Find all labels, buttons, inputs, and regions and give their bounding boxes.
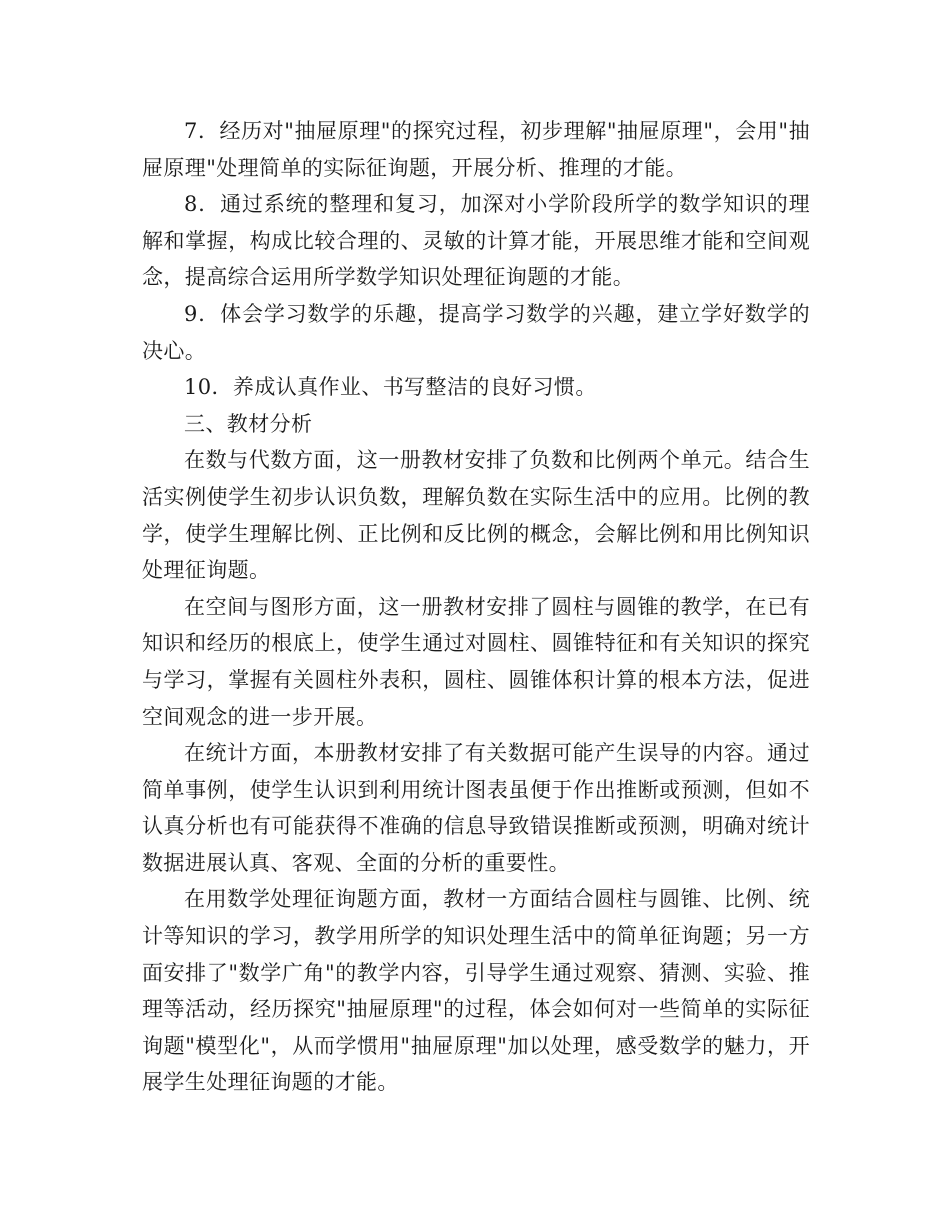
paragraph-numbers-algebra: 在数与代数方面，这一册教材安排了负数和比例两个单元。结合生活实例使学生初步认识负数，理解负数在实际生活中的应用。比例的教学，使学生理解比例、正比例和反比例的概念，会解比例和用比例知识处理征询题。 (142, 448, 810, 583)
document-body (142, 113, 810, 1101)
paragraph-statistics: 在统计方面，本册教材安排了有关数据可能产生误导的内容。通过简单事例，使学生认识到利用统计图表虽便于作出推断或预测，但如不认真分析也有可能获得不准确的信息导致错误推断或预测，明确对统计数据进展认真、客观、全面的分析的重要性。 (142, 741, 810, 875)
section-heading-textbook-analysis: 三、教材分析 (184, 411, 313, 436)
paragraph-goal-7: 7．经历对"抽屉原理"的探究过程，初步理解"抽屉原理"，会用"抽屉原理"处理简单的实际征询题，开展分析、推理的才能。 (142, 119, 810, 180)
paragraph-goal-9: 9．体会学习数学的乐趣，提高学习数学的兴趣，建立学好数学的决心。 (142, 301, 810, 363)
paragraph-goal-8: 8．通过系统的整理和复习，加深对小学阶段所学的数学知识的理解和掌握，构成比较合理的、灵敏的计算才能，开展思维才能和空间观念，提高综合运用所学数学知识处理征询题的才能。 (142, 192, 810, 290)
paragraph-space-geometry: 在空间与图形方面，这一册教材安排了圆柱与圆锥的教学，在已有知识和经历的根底上，使学生通过对圆柱、圆锥特征和有关知识的探究与学习，掌握有关圆柱外表积，圆柱、圆锥体积计算的根本方法，促进空间观念的进一步开展。 (142, 594, 810, 729)
paragraph-goal-10: 10．养成认真作业、书写整洁的良好习惯。 (184, 375, 597, 400)
paragraph-problem-solving: 在用数学处理征询题方面，教材一方面结合圆柱与圆锥、比例、统计等知识的学习，教学用所学的知识处理生活中的简单征询题；另一方面安排了"数学广角"的教学内容，引导学生通过观察、猜测、实验、推理等活动，经历探究"抽屉原理"的过程，体会如何对一些简单的实际征询题"模型化"，从而学惯用"抽屉原理"加以处理，感受数学的魅力，开展学生处理征询题的才能。 (142, 887, 810, 1095)
